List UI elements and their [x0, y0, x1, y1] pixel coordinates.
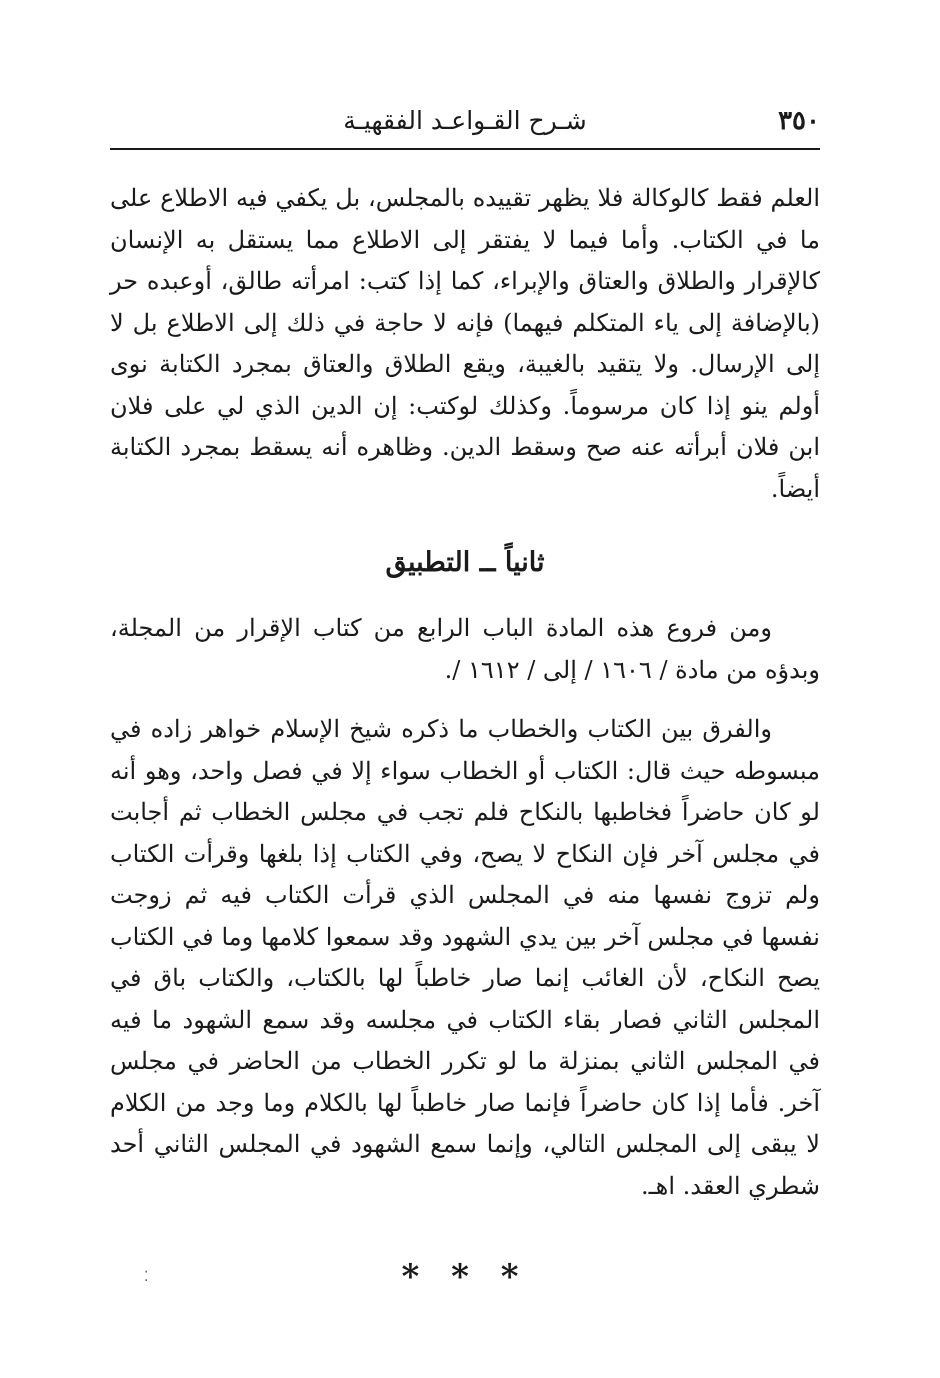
- difference-paragraph: والفرق بين الكتاب والخطاب ما ذكره شيخ الإسلام خواهر زاده في مبسوطه حيث قال: الكتاب أو الخطاب سواء إلا في فصل واحد، وهو أنه لو كان حاضراً فخاطبها بالنكاح فلم تجب في مجلس الخطاب ثم أجابت في مجلس آخر فإن النكاح لا يصح، وفي الكتاب إذا بلغها وقرأت الكتاب ولم تزوج نفسها منه في المجلس الذي قرأت الكتاب فيه ثم زوجت نفسها في مجلس آخر بين يدي الشهود وقد سمعوا كلامها وما في الكتاب يصح النكاح، لأن الغائب إنما صار خاطباً لها بالكتاب، والكتاب باق في المجلس الثاني فصار بقاء الكتاب في مجلسه وقد سمع الشهود ما فيه في المجلس الثاني بمنزلة ما لو تكرر الخطاب من الحاضر في مجلس آخر. فأما إذا كان حاضراً فإنما صار خاطباً لها بالكلام وما وجد من الكلام لا يبقى إلى المجلس التالي، وإنما سمع الشهود في المجلس الثاني أحد شطري العقد. اهـ.: [110, 715, 821, 1200]
- page-body: [110, 178, 820, 1297]
- intro-paragraph: العلم فقط كالوكالة فلا يظهر تقييده بالمجلس، بل يكفي فيه الاطلاع على ما في الكتاب. وأما فيما لا يفتقر إلى الاطلاع مما يستقل به الإنسان كالإقرار والطلاق والعتاق والإبراء، كما إذا كتب: امرأته طالق، أوعبده حر (بالإضافة إلى ياء المتكلم فيهما) فإنه لا حاجة في ذلك إلى الاطلاع بل لا إلى الإرسال. ولا يتقيد بالغيبة، ويقع الطلاق والعتاق بمجرد الكتابة نوى أولم ينو إذا كان مرسوماً. وكذلك لوكتب: إن الدين الذي لي على فلان ابن فلان أبرأته عنه صح وسقط الدين. وظاهره أنه يسقط بمجرد الكتابة أيضاً.: [110, 184, 820, 503]
- section-heading: ثانياً ــ التطبيق: [385, 547, 545, 578]
- paragraph-gap: [110, 691, 820, 709]
- header-rule: [110, 148, 820, 150]
- running-title: شـرح القـواعـد الفقهيـة: [343, 106, 587, 135]
- application-paragraph: ومن فروع هذه المادة الباب الرابع من كتاب الإقرار من المجلة، وبدؤه من مادة / ١٦٠٦ / إلى / ١٦١٢ /.: [110, 614, 820, 684]
- stray-mark: ⁚: [144, 1269, 149, 1285]
- page-header: [110, 100, 820, 144]
- end-ornament: * * *: [401, 1257, 529, 1297]
- page-number: ٣٥٠: [778, 106, 820, 136]
